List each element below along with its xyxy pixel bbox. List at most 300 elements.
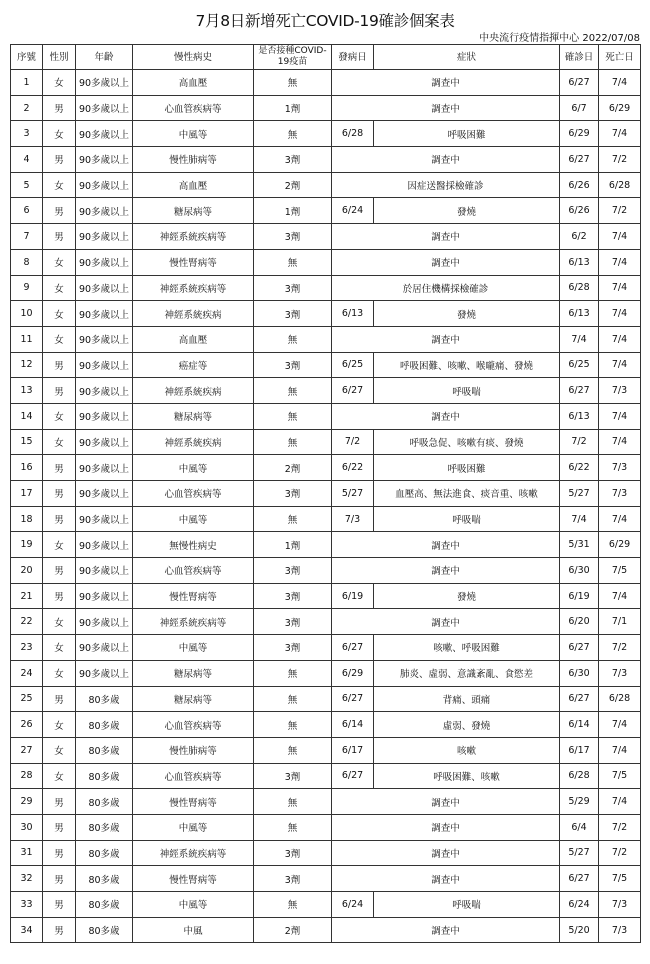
cell-onset-date: 6/29 xyxy=(332,660,374,686)
cell-onset-date: 6/27 xyxy=(332,635,374,661)
cell-sex: 男 xyxy=(43,224,76,250)
cell-chronic-history: 中風等 xyxy=(133,506,254,532)
table-row xyxy=(11,352,641,378)
cell-death-date: 7/5 xyxy=(599,866,641,892)
table-row xyxy=(11,249,641,275)
cell-death-date: 7/4 xyxy=(599,712,641,738)
cell-chronic-history: 糖尿病等 xyxy=(133,403,254,429)
table-row xyxy=(11,429,641,455)
cell-confirm-date: 7/4 xyxy=(560,506,599,532)
table-row xyxy=(11,95,641,121)
cell-sex: 男 xyxy=(43,198,76,224)
cell-death-date: 7/2 xyxy=(599,814,641,840)
table-row xyxy=(11,172,641,198)
cell-death-date: 7/4 xyxy=(599,301,641,327)
cell-confirm-date: 6/17 xyxy=(560,737,599,763)
cell-onset-date: 6/24 xyxy=(332,198,374,224)
cell-chronic-history: 高血壓 xyxy=(133,70,254,96)
cell-age: 90多歲以上 xyxy=(76,609,133,635)
cell-vaccinated: 1劑 xyxy=(254,95,332,121)
cell-symptoms: 呼吸喘 xyxy=(374,506,560,532)
cell-symptoms-merged: 調查中 xyxy=(332,532,560,558)
cell-chronic-history: 慢性腎病等 xyxy=(133,583,254,609)
cell-death-date: 7/4 xyxy=(599,121,641,147)
cell-vaccinated: 無 xyxy=(254,814,332,840)
cell-chronic-history: 神經系統疾病等 xyxy=(133,609,254,635)
cell-onset-date: 6/24 xyxy=(332,892,374,918)
page-title: 7月8日新增死亡COVID-19確診個案表 xyxy=(195,12,455,30)
cell-serial: 9 xyxy=(11,275,43,301)
cell-sex: 女 xyxy=(43,609,76,635)
cell-symptoms-merged: 調查中 xyxy=(332,609,560,635)
cell-onset-date: 6/27 xyxy=(332,378,374,404)
cell-serial: 3 xyxy=(11,121,43,147)
table-row xyxy=(11,198,641,224)
cell-age: 90多歲以上 xyxy=(76,326,133,352)
cell-confirm-date: 6/24 xyxy=(560,892,599,918)
cell-vaccinated: 3劑 xyxy=(254,301,332,327)
cell-confirm-date: 6/13 xyxy=(560,249,599,275)
cell-symptoms: 呼吸喘 xyxy=(374,892,560,918)
cell-death-date: 7/3 xyxy=(599,660,641,686)
cell-vaccinated: 3劑 xyxy=(254,763,332,789)
table-header-row xyxy=(11,45,641,70)
cell-symptoms-merged: 調查中 xyxy=(332,840,560,866)
cell-vaccinated: 3劑 xyxy=(254,866,332,892)
cell-vaccinated: 無 xyxy=(254,660,332,686)
cell-symptoms-merged: 調查中 xyxy=(332,326,560,352)
cell-onset-date: 7/3 xyxy=(332,506,374,532)
cell-death-date: 6/28 xyxy=(599,686,641,712)
cell-symptoms-merged: 調查中 xyxy=(332,789,560,815)
cell-death-date: 7/4 xyxy=(599,275,641,301)
cell-confirm-date: 6/27 xyxy=(560,635,599,661)
table-body xyxy=(11,70,641,943)
table-row xyxy=(11,378,641,404)
cell-death-date: 7/5 xyxy=(599,763,641,789)
cell-sex: 男 xyxy=(43,455,76,481)
header-sex: 性別 xyxy=(43,45,76,70)
cell-vaccinated: 3劑 xyxy=(254,583,332,609)
cell-symptoms: 呼吸困難 xyxy=(374,455,560,481)
cell-sex: 女 xyxy=(43,70,76,96)
cell-chronic-history: 慢性腎病等 xyxy=(133,789,254,815)
cell-vaccinated: 無 xyxy=(254,326,332,352)
cell-symptoms-merged: 調查中 xyxy=(332,147,560,173)
cell-serial: 16 xyxy=(11,455,43,481)
cell-age: 90多歲以上 xyxy=(76,378,133,404)
cell-sex: 女 xyxy=(43,532,76,558)
cell-onset-date: 6/14 xyxy=(332,712,374,738)
table-row xyxy=(11,609,641,635)
cell-sex: 女 xyxy=(43,403,76,429)
cell-age: 90多歲以上 xyxy=(76,172,133,198)
cell-chronic-history: 慢性腎病等 xyxy=(133,249,254,275)
cell-sex: 男 xyxy=(43,558,76,584)
cell-vaccinated: 無 xyxy=(254,429,332,455)
cell-serial: 25 xyxy=(11,686,43,712)
cell-symptoms: 背痛、頭痛 xyxy=(374,686,560,712)
cell-serial: 24 xyxy=(11,660,43,686)
cell-sex: 女 xyxy=(43,249,76,275)
cell-age: 80多歲 xyxy=(76,789,133,815)
cell-age: 90多歲以上 xyxy=(76,301,133,327)
cell-symptoms-merged: 於居住機構採檢確診 xyxy=(332,275,560,301)
cell-confirm-date: 5/29 xyxy=(560,789,599,815)
cell-sex: 男 xyxy=(43,686,76,712)
cell-sex: 男 xyxy=(43,866,76,892)
cell-serial: 30 xyxy=(11,814,43,840)
cell-serial: 33 xyxy=(11,892,43,918)
cell-age: 90多歲以上 xyxy=(76,352,133,378)
table-row xyxy=(11,403,641,429)
cell-confirm-date: 7/2 xyxy=(560,429,599,455)
cell-symptoms-merged: 因症送醫採檢確診 xyxy=(332,172,560,198)
cell-age: 80多歲 xyxy=(76,840,133,866)
cell-confirm-date: 5/20 xyxy=(560,917,599,943)
cell-serial: 23 xyxy=(11,635,43,661)
cell-age: 90多歲以上 xyxy=(76,558,133,584)
cell-age: 90多歲以上 xyxy=(76,532,133,558)
cell-symptoms-merged: 調查中 xyxy=(332,814,560,840)
cell-age: 80多歲 xyxy=(76,866,133,892)
cell-confirm-date: 6/27 xyxy=(560,147,599,173)
cell-serial: 18 xyxy=(11,506,43,532)
cell-age: 90多歲以上 xyxy=(76,429,133,455)
cell-sex: 女 xyxy=(43,301,76,327)
header-confirm-date: 確診日 xyxy=(560,45,599,70)
cell-symptoms: 發燒 xyxy=(374,301,560,327)
cell-sex: 男 xyxy=(43,481,76,507)
cell-symptoms: 呼吸困難、咳嗽 xyxy=(374,763,560,789)
cell-serial: 14 xyxy=(11,403,43,429)
cell-confirm-date: 6/13 xyxy=(560,301,599,327)
cell-age: 90多歲以上 xyxy=(76,224,133,250)
cell-chronic-history: 糖尿病等 xyxy=(133,198,254,224)
cell-symptoms-merged: 調查中 xyxy=(332,558,560,584)
cell-vaccinated: 3劑 xyxy=(254,840,332,866)
cell-vaccinated: 無 xyxy=(254,506,332,532)
cell-onset-date: 6/13 xyxy=(332,301,374,327)
cell-confirm-date: 6/27 xyxy=(560,686,599,712)
cell-symptoms: 呼吸困難、咳嗽、喉嚨痛、發燒 xyxy=(374,352,560,378)
cell-confirm-date: 6/22 xyxy=(560,455,599,481)
cell-confirm-date: 5/27 xyxy=(560,840,599,866)
cell-vaccinated: 3劑 xyxy=(254,275,332,301)
case-table xyxy=(10,44,641,943)
table-row xyxy=(11,275,641,301)
table-row xyxy=(11,147,641,173)
cell-chronic-history: 無慢性病史 xyxy=(133,532,254,558)
cell-death-date: 7/4 xyxy=(599,737,641,763)
cell-chronic-history: 慢性肺病等 xyxy=(133,737,254,763)
table-row xyxy=(11,866,641,892)
cell-sex: 女 xyxy=(43,660,76,686)
cell-age: 80多歲 xyxy=(76,892,133,918)
cell-vaccinated: 2劑 xyxy=(254,172,332,198)
cell-serial: 17 xyxy=(11,481,43,507)
cell-death-date: 7/4 xyxy=(599,326,641,352)
cell-chronic-history: 中風等 xyxy=(133,892,254,918)
cell-confirm-date: 6/26 xyxy=(560,172,599,198)
cell-age: 90多歲以上 xyxy=(76,249,133,275)
cell-chronic-history: 中風等 xyxy=(133,814,254,840)
cell-onset-date: 6/17 xyxy=(332,737,374,763)
table-row xyxy=(11,532,641,558)
cell-chronic-history: 神經系統疾病等 xyxy=(133,275,254,301)
cell-chronic-history: 中風等 xyxy=(133,455,254,481)
cell-onset-date: 6/28 xyxy=(332,121,374,147)
cell-vaccinated: 3劑 xyxy=(254,352,332,378)
cell-age: 90多歲以上 xyxy=(76,583,133,609)
table-row xyxy=(11,70,641,96)
table-row xyxy=(11,686,641,712)
cell-death-date: 7/2 xyxy=(599,198,641,224)
cell-onset-date: 6/22 xyxy=(332,455,374,481)
cell-death-date: 7/4 xyxy=(599,352,641,378)
cell-serial: 31 xyxy=(11,840,43,866)
cell-death-date: 7/4 xyxy=(599,70,641,96)
cell-onset-date: 6/27 xyxy=(332,763,374,789)
cell-death-date: 7/4 xyxy=(599,429,641,455)
cell-symptoms: 發燒 xyxy=(374,583,560,609)
cell-sex: 男 xyxy=(43,147,76,173)
cell-symptoms: 肺炎、虛弱、意識紊亂、食慾差 xyxy=(374,660,560,686)
cell-serial: 13 xyxy=(11,378,43,404)
cell-confirm-date: 7/4 xyxy=(560,326,599,352)
cell-sex: 女 xyxy=(43,326,76,352)
cell-confirm-date: 6/28 xyxy=(560,275,599,301)
cell-serial: 8 xyxy=(11,249,43,275)
header-death-date: 死亡日 xyxy=(599,45,641,70)
cell-age: 80多歲 xyxy=(76,763,133,789)
cell-death-date: 7/4 xyxy=(599,403,641,429)
cell-age: 80多歲 xyxy=(76,814,133,840)
cell-sex: 女 xyxy=(43,712,76,738)
cell-age: 90多歲以上 xyxy=(76,121,133,147)
cell-death-date: 7/2 xyxy=(599,635,641,661)
cell-sex: 女 xyxy=(43,635,76,661)
cell-vaccinated: 1劑 xyxy=(254,532,332,558)
table-row xyxy=(11,121,641,147)
cell-death-date: 7/3 xyxy=(599,892,641,918)
cell-chronic-history: 癌症等 xyxy=(133,352,254,378)
table-row xyxy=(11,224,641,250)
cell-death-date: 7/2 xyxy=(599,840,641,866)
table-row xyxy=(11,763,641,789)
cell-serial: 21 xyxy=(11,583,43,609)
cell-sex: 男 xyxy=(43,95,76,121)
source-line: 中央流行疫情指揮中心 2022/07/08 xyxy=(479,33,640,44)
cell-chronic-history: 糖尿病等 xyxy=(133,660,254,686)
cell-death-date: 7/3 xyxy=(599,917,641,943)
cell-serial: 34 xyxy=(11,917,43,943)
cell-sex: 男 xyxy=(43,378,76,404)
cell-death-date: 7/4 xyxy=(599,249,641,275)
cell-vaccinated: 2劑 xyxy=(254,455,332,481)
cell-serial: 27 xyxy=(11,737,43,763)
table-row xyxy=(11,635,641,661)
cell-age: 90多歲以上 xyxy=(76,635,133,661)
header-age: 年齡 xyxy=(76,45,133,70)
cell-serial: 19 xyxy=(11,532,43,558)
cell-age: 90多歲以上 xyxy=(76,481,133,507)
cell-chronic-history: 神經系統疾病 xyxy=(133,378,254,404)
cell-age: 80多歲 xyxy=(76,712,133,738)
cell-chronic-history: 糖尿病等 xyxy=(133,686,254,712)
cell-sex: 男 xyxy=(43,917,76,943)
cell-sex: 男 xyxy=(43,892,76,918)
cell-confirm-date: 6/4 xyxy=(560,814,599,840)
cell-vaccinated: 無 xyxy=(254,789,332,815)
cell-symptoms-merged: 調查中 xyxy=(332,866,560,892)
cell-chronic-history: 神經系統疾病等 xyxy=(133,224,254,250)
cell-age: 90多歲以上 xyxy=(76,403,133,429)
cell-chronic-history: 心血管疾病等 xyxy=(133,481,254,507)
cell-vaccinated: 1劑 xyxy=(254,198,332,224)
cell-symptoms-merged: 調查中 xyxy=(332,249,560,275)
cell-confirm-date: 6/13 xyxy=(560,403,599,429)
cell-onset-date: 6/27 xyxy=(332,686,374,712)
cell-sex: 女 xyxy=(43,275,76,301)
cell-chronic-history: 心血管疾病等 xyxy=(133,558,254,584)
cell-serial: 7 xyxy=(11,224,43,250)
cell-sex: 男 xyxy=(43,814,76,840)
cell-chronic-history: 神經系統疾病等 xyxy=(133,840,254,866)
cell-sex: 男 xyxy=(43,352,76,378)
cell-vaccinated: 無 xyxy=(254,378,332,404)
cell-symptoms: 咳嗽 xyxy=(374,737,560,763)
cell-chronic-history: 中風 xyxy=(133,917,254,943)
cell-vaccinated: 2劑 xyxy=(254,917,332,943)
cell-vaccinated: 無 xyxy=(254,892,332,918)
cell-age: 80多歲 xyxy=(76,686,133,712)
cell-symptoms-merged: 調查中 xyxy=(332,403,560,429)
cell-vaccinated: 3劑 xyxy=(254,558,332,584)
cell-sex: 女 xyxy=(43,763,76,789)
cell-sex: 男 xyxy=(43,583,76,609)
cell-death-date: 7/4 xyxy=(599,583,641,609)
cell-sex: 女 xyxy=(43,737,76,763)
cell-chronic-history: 慢性肺病等 xyxy=(133,147,254,173)
cell-sex: 男 xyxy=(43,840,76,866)
cell-death-date: 7/3 xyxy=(599,455,641,481)
header-symptoms: 症狀 xyxy=(374,45,560,70)
header-onset-date: 發病日 xyxy=(332,45,374,70)
cell-chronic-history: 神經系統疾病 xyxy=(133,301,254,327)
cell-symptoms: 發燒 xyxy=(374,198,560,224)
cell-age: 80多歲 xyxy=(76,737,133,763)
cell-vaccinated: 無 xyxy=(254,686,332,712)
cell-confirm-date: 6/28 xyxy=(560,763,599,789)
cell-death-date: 7/4 xyxy=(599,224,641,250)
cell-chronic-history: 心血管疾病等 xyxy=(133,95,254,121)
cell-sex: 男 xyxy=(43,789,76,815)
cell-vaccinated: 3劑 xyxy=(254,609,332,635)
header-vaccinated: 是否接種COVID-19疫苗 xyxy=(254,45,332,70)
cell-symptoms: 呼吸困難 xyxy=(374,121,560,147)
cell-confirm-date: 6/27 xyxy=(560,70,599,96)
cell-confirm-date: 6/25 xyxy=(560,352,599,378)
cell-chronic-history: 心血管疾病等 xyxy=(133,763,254,789)
cell-serial: 22 xyxy=(11,609,43,635)
table-row xyxy=(11,326,641,352)
cell-sex: 女 xyxy=(43,121,76,147)
cell-symptoms: 咳嗽、呼吸困難 xyxy=(374,635,560,661)
cell-age: 90多歲以上 xyxy=(76,660,133,686)
cell-serial: 1 xyxy=(11,70,43,96)
cell-death-date: 6/28 xyxy=(599,172,641,198)
cell-chronic-history: 慢性腎病等 xyxy=(133,866,254,892)
cell-confirm-date: 6/2 xyxy=(560,224,599,250)
cell-serial: 28 xyxy=(11,763,43,789)
cell-death-date: 7/2 xyxy=(599,147,641,173)
table-row xyxy=(11,712,641,738)
cell-vaccinated: 無 xyxy=(254,121,332,147)
cell-chronic-history: 中風等 xyxy=(133,121,254,147)
cell-vaccinated: 無 xyxy=(254,403,332,429)
cell-age: 90多歲以上 xyxy=(76,275,133,301)
cell-serial: 10 xyxy=(11,301,43,327)
cell-serial: 4 xyxy=(11,147,43,173)
cell-vaccinated: 無 xyxy=(254,737,332,763)
cell-serial: 26 xyxy=(11,712,43,738)
cell-death-date: 6/29 xyxy=(599,532,641,558)
cell-death-date: 7/5 xyxy=(599,558,641,584)
cell-vaccinated: 3劑 xyxy=(254,481,332,507)
cell-vaccinated: 3劑 xyxy=(254,224,332,250)
cell-chronic-history: 心血管疾病等 xyxy=(133,712,254,738)
cell-vaccinated: 無 xyxy=(254,712,332,738)
cell-symptoms: 血壓高、無法進食、痰音重、咳嗽 xyxy=(374,481,560,507)
table-row xyxy=(11,840,641,866)
cell-onset-date: 5/27 xyxy=(332,481,374,507)
cell-serial: 2 xyxy=(11,95,43,121)
cell-sex: 女 xyxy=(43,172,76,198)
table-row xyxy=(11,917,641,943)
table-row xyxy=(11,789,641,815)
cell-symptoms-merged: 調查中 xyxy=(332,70,560,96)
table-row xyxy=(11,301,641,327)
cell-confirm-date: 5/27 xyxy=(560,481,599,507)
cell-symptoms-merged: 調查中 xyxy=(332,224,560,250)
cell-confirm-date: 6/26 xyxy=(560,198,599,224)
cell-death-date: 7/1 xyxy=(599,609,641,635)
table-row xyxy=(11,737,641,763)
cell-chronic-history: 高血壓 xyxy=(133,172,254,198)
cell-sex: 女 xyxy=(43,429,76,455)
cell-age: 90多歲以上 xyxy=(76,147,133,173)
cell-death-date: 7/3 xyxy=(599,378,641,404)
table-row xyxy=(11,814,641,840)
cell-sex: 男 xyxy=(43,506,76,532)
cell-vaccinated: 3劑 xyxy=(254,635,332,661)
cell-age: 90多歲以上 xyxy=(76,95,133,121)
table-row xyxy=(11,506,641,532)
header-chronic-history: 慢性病史 xyxy=(133,45,254,70)
cell-death-date: 7/4 xyxy=(599,789,641,815)
table-row xyxy=(11,558,641,584)
cell-symptoms-merged: 調查中 xyxy=(332,917,560,943)
cell-symptoms-merged: 調查中 xyxy=(332,95,560,121)
cell-confirm-date: 6/27 xyxy=(560,378,599,404)
cell-chronic-history: 神經系統疾病 xyxy=(133,429,254,455)
cell-serial: 12 xyxy=(11,352,43,378)
table-row xyxy=(11,481,641,507)
cell-chronic-history: 中風等 xyxy=(133,635,254,661)
cell-symptoms: 呼吸喘 xyxy=(374,378,560,404)
cell-serial: 32 xyxy=(11,866,43,892)
